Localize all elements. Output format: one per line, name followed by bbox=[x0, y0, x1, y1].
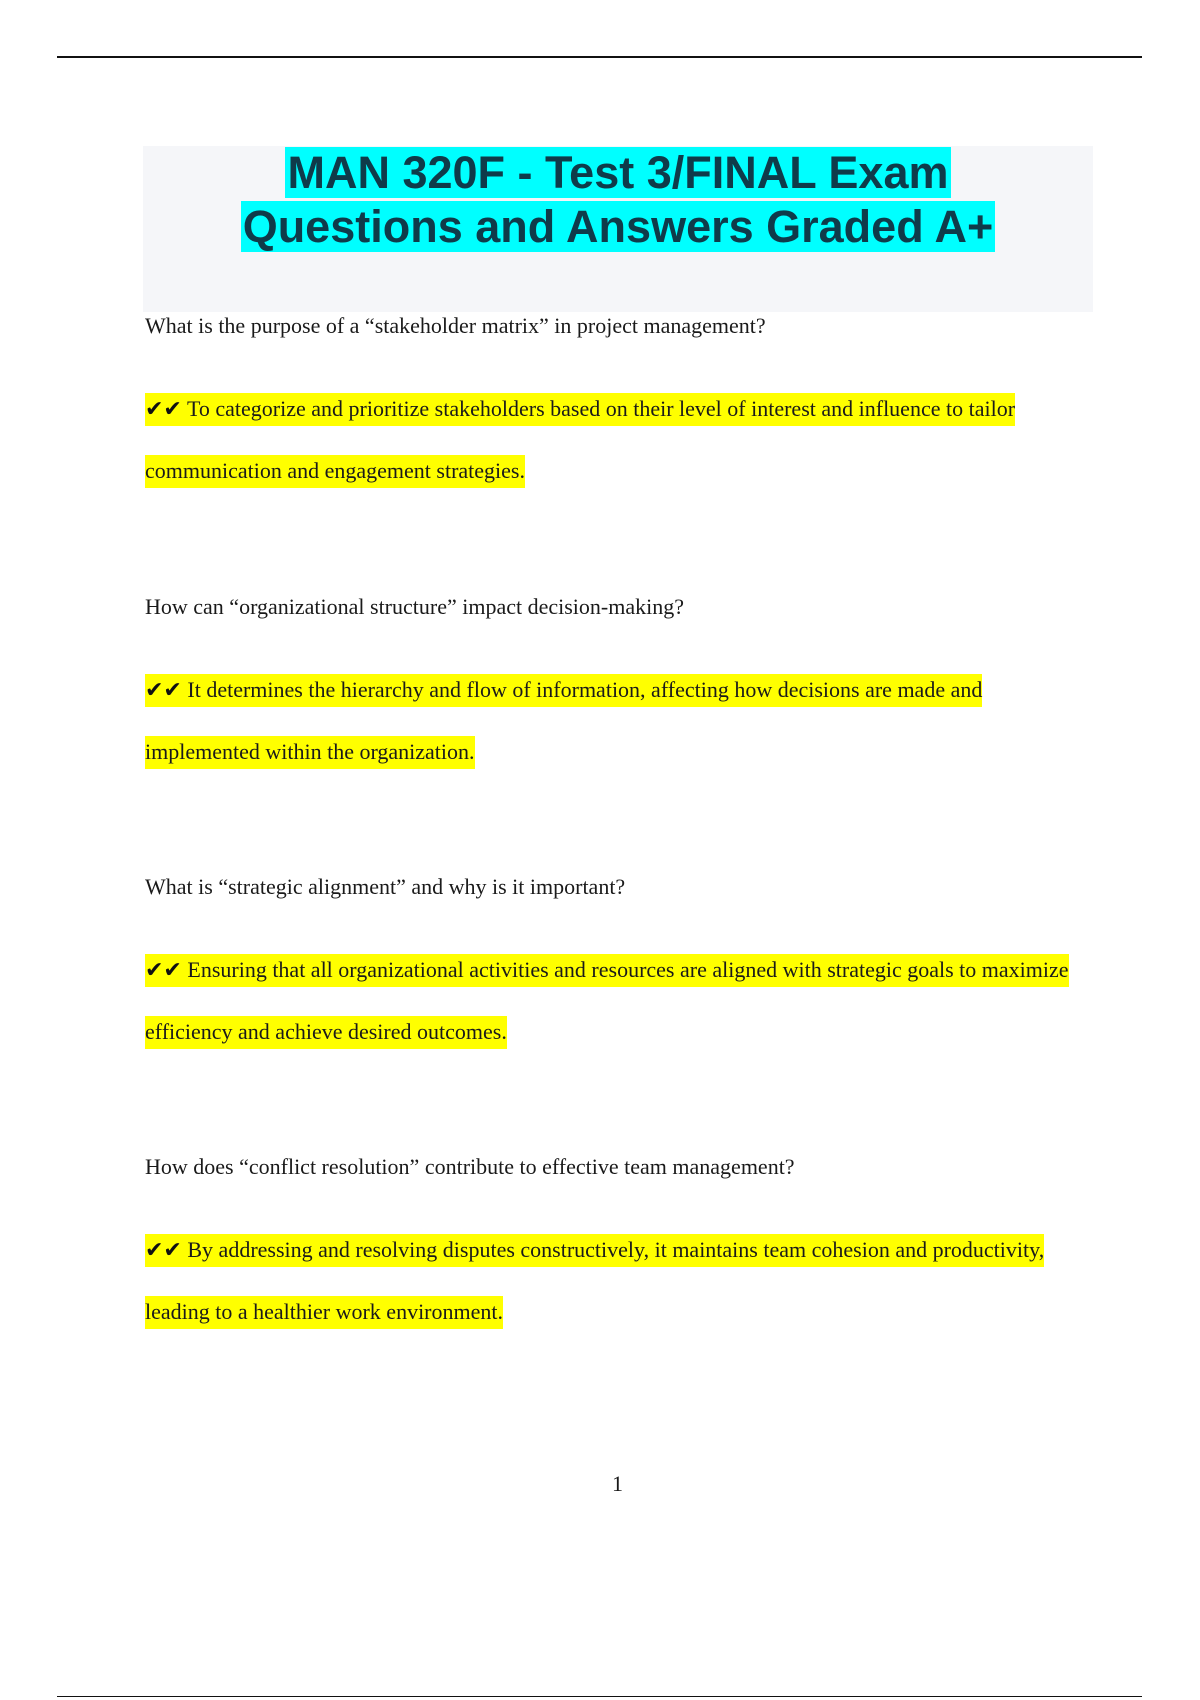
qa-item bbox=[145, 593, 1075, 782]
question-text: What is the purpose of a “stakeholder matrix” in project management? bbox=[145, 313, 766, 338]
answer-text: ✔✔ To categorize and prioritize stakeholders based on their level of interest and influence to tailor communication and engagement strategies. bbox=[145, 378, 1075, 501]
footer-rule bbox=[57, 1696, 1142, 1697]
checkmark-icon: ✔✔ bbox=[145, 397, 182, 422]
qa-item bbox=[145, 873, 1075, 1062]
page-number: 1 bbox=[612, 1471, 623, 1496]
document-title bbox=[143, 146, 1093, 312]
checkmark-icon: ✔✔ bbox=[145, 678, 182, 703]
title-line-2: Questions and Answers Graded A+ bbox=[242, 201, 994, 252]
answer-text: ✔✔ By addressing and resolving disputes constructively, it maintains team cohesion and productivity, leading to a healthier work environment. bbox=[145, 1219, 1075, 1342]
answer-text: ✔✔ Ensuring that all organizational activities and resources are aligned with strategic goals to maximize efficiency and achieve desired outcomes. bbox=[145, 939, 1075, 1062]
header-rule bbox=[57, 56, 1142, 58]
qa-item bbox=[145, 1153, 1075, 1342]
question-text: What is “strategic alignment” and why is it important? bbox=[145, 874, 626, 899]
question-text: How does “conflict resolution” contribute to effective team management? bbox=[145, 1154, 795, 1179]
qa-item bbox=[145, 312, 1075, 501]
checkmark-icon: ✔✔ bbox=[145, 1238, 182, 1263]
question-text: How can “organizational structure” impact decision-making? bbox=[145, 594, 684, 619]
checkmark-icon: ✔✔ bbox=[145, 958, 182, 983]
title-line-1: MAN 320F - Test 3/FINAL Exam bbox=[287, 147, 949, 198]
answer-text: ✔✔ It determines the hierarchy and flow of information, affecting how decisions are made and implemented within the organization. bbox=[145, 659, 1075, 782]
